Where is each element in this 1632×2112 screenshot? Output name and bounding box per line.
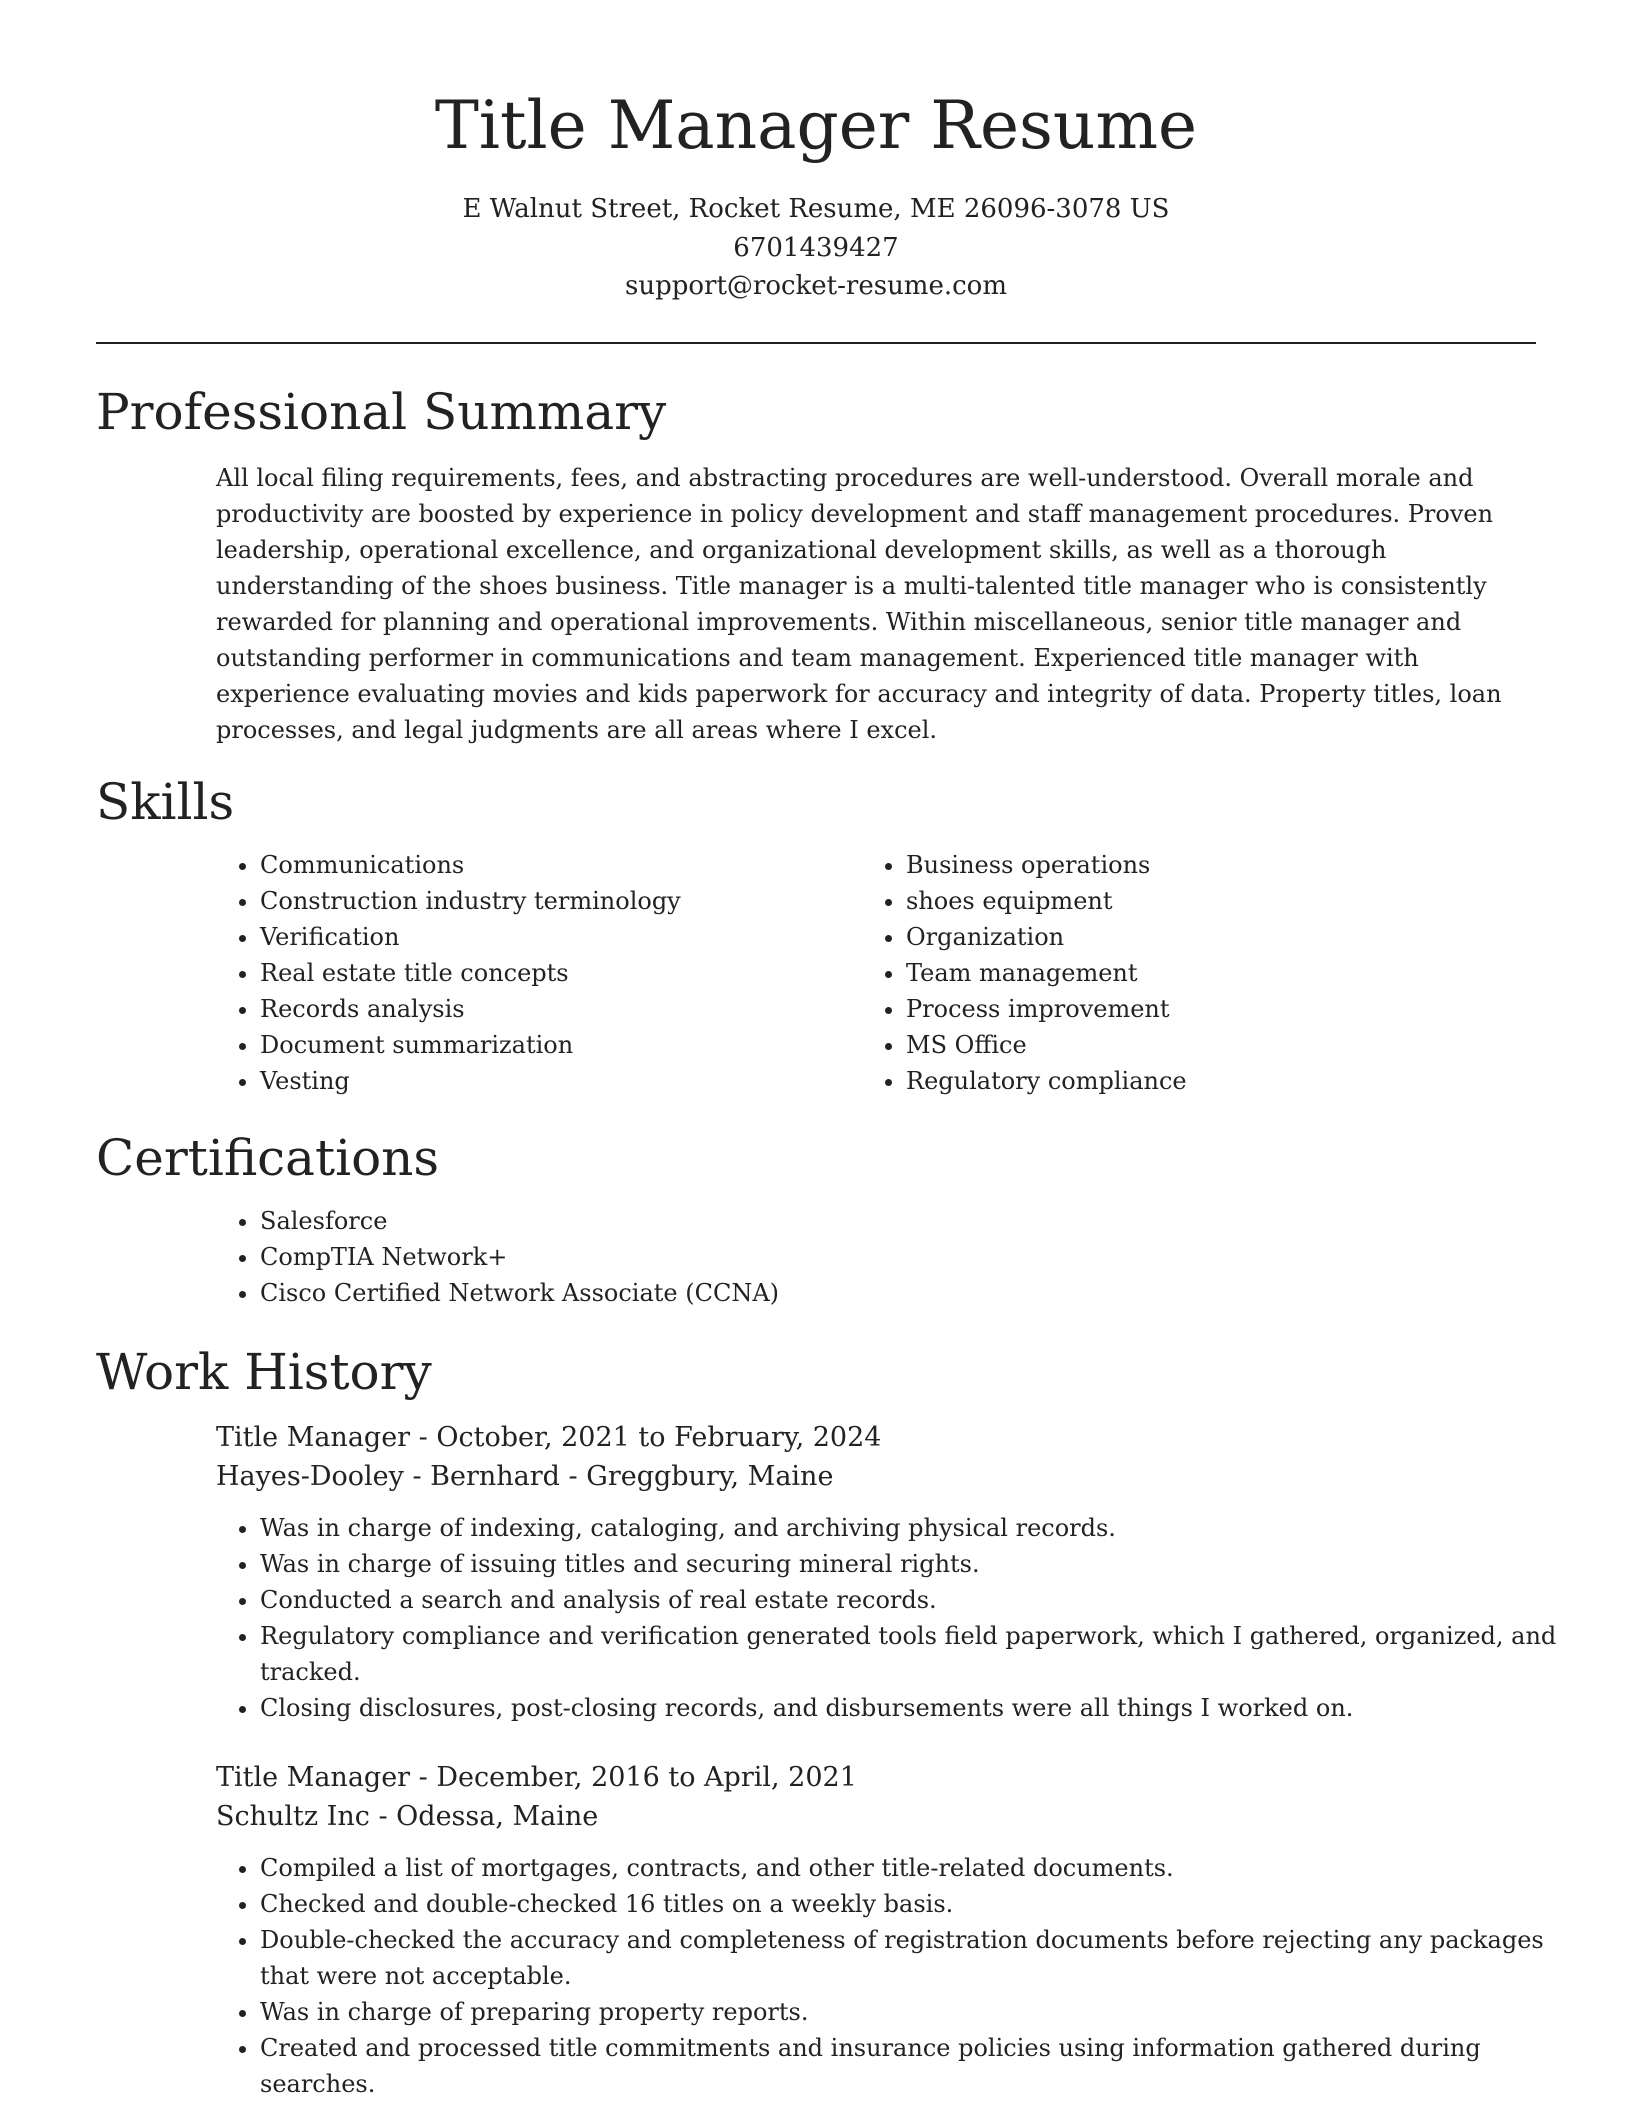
summary-heading: Professional Summary [96,383,667,441]
skills-heading: Skills [96,773,235,831]
skills-list-right [862,847,1546,1099]
skill-item: • shoes equipment [906,883,1546,919]
certification-item: • Cisco Certified Network Associate (CCNA) [260,1275,1560,1311]
skill-item: • MS Office [906,1027,1546,1063]
skill-item: • Vesting [260,1063,860,1099]
job-duty-item: • Checked and double-checked 16 titles on a weekly basis. [260,1886,1560,1922]
contact-phone: 6701439427 [733,233,899,263]
skills-list-left [216,847,860,1099]
certifications-heading: Certifications [96,1129,440,1187]
skill-item: • Regulatory compliance [906,1063,1546,1099]
job-title: Title Manager - December, 2016 to April, 2021 [216,1762,857,1793]
skill-item: • Process improvement [906,991,1546,1027]
skill-item: • Real estate title concepts [260,955,860,991]
job-duty-item: • Double-checked the accuracy and completeness of registration documents before rejecting any packages that were not acceptable. [260,1922,1560,1994]
job-duty-item: • Closing disclosures, post-closing records, and disbursements were all things I worked on. [260,1690,1560,1726]
certification-item: • CompTIA Network+ [260,1239,1560,1275]
contact-address: E Walnut Street, Rocket Resume, ME 26096-3078 US [462,194,1170,224]
job-duty-item: • Was in charge of preparing property reports. [260,1994,1560,2030]
job-duty-item: • Was in charge of issuing titles and securing mineral rights. [260,1546,1560,1582]
job-duties-list [216,1510,1560,1726]
skill-item: • Business operations [906,847,1546,883]
job-duty-item: • Conducted a search and analysis of real estate records. [260,1582,1560,1618]
skill-item: • Organization [906,919,1546,955]
skill-item: • Construction industry terminology [260,883,860,919]
job-duty-item: • Regulatory compliance and verification generated tools field paperwork, which I gathered, organized, and tracked. [260,1618,1560,1690]
job-company: Schultz Inc - Odessa, Maine [216,1801,599,1832]
skill-item: • Communications [260,847,860,883]
work-history-heading: Work History [96,1343,432,1401]
header-divider [96,342,1536,344]
job-duties-list [216,1850,1560,2102]
resume-name: Title Manager Resume [434,87,1198,164]
job-duty-item: • Compiled a list of mortgages, contracts, and other title-related documents. [260,1850,1560,1886]
summary-text: All local filing requirements, fees, and abstracting procedures are well-understood. Overall morale and productivity are boosted by experience in policy development and staff management procedures. Proven leadership, operational excellence, and organizational development skills, as well as a thorough understanding of the shoes business. Title manager is a multi-talented title manager who is consistently rewarded for planning and operational improvements. Within miscellaneous, senior title manager and outstanding performer in communications and team management. Experienced title manager with experience evaluating movies and kids paperwork for accuracy and integrity of data. Property titles, loan processes, and legal judgments are all areas where I excel. [216,464,1502,744]
certification-item: • Salesforce [260,1203,1560,1239]
skill-item: • Team management [906,955,1546,991]
skill-item: • Document summarization [260,1027,860,1063]
job-duty-item: • Created and processed title commitments and insurance policies using information gathered during searches. [260,2030,1560,2102]
skill-item: • Verification [260,919,860,955]
job-company: Hayes-Dooley - Bernhard - Greggbury, Maine [216,1461,834,1492]
certifications-list [216,1203,1560,1311]
skill-item: • Records analysis [260,991,860,1027]
job-duty-item: • Was in charge of indexing, cataloging, and archiving physical records. [260,1510,1560,1546]
job-title: Title Manager - October, 2021 to February, 2024 [216,1422,882,1453]
contact-email: support@rocket-resume.com [624,271,1007,301]
